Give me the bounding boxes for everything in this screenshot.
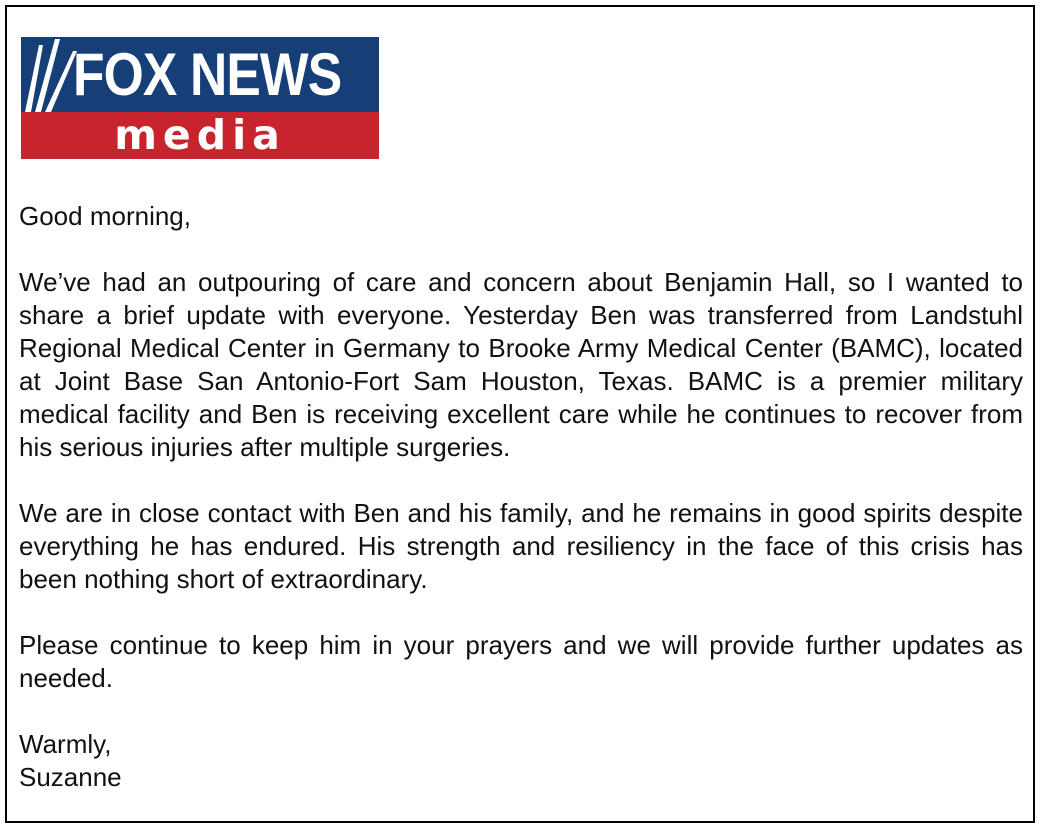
paragraph-contact: We are in close contact with Ben and his family, and he remains in good spirits despite everything he has endured. His strength and resiliency in the face of this crisis has been nothing short of extraordinary. <box>19 498 1023 594</box>
signature: Suzanne <box>19 762 122 792</box>
logo-top-band <box>21 37 379 112</box>
memo-frame <box>5 5 1035 823</box>
paragraph-update: We’ve had an outpouring of care and concern about Benjamin Hall, so I wanted to share a brief update with everyone. Yesterday Ben was transferred from Landstuhl Regional Medical Center in Germany to Brooke Army Medical Center (BAMC), located at Joint Base San Antonio-Fort Sam Houston, Texas. BAMC is a premier military medical facility and Ben is receiving excellent care while he continues to recover from his serious injuries after multiple surgeries. <box>19 267 1023 462</box>
logo-media-text: media <box>114 112 286 159</box>
logo-fox-news-text: FOX NEWS <box>73 41 342 108</box>
letter-body <box>19 200 1023 794</box>
paragraph-spacer <box>19 233 1023 266</box>
paragraph-prayers: Please continue to keep him in your prayers and we will provide further updates as needed. <box>19 630 1023 693</box>
paragraph-spacer <box>19 596 1023 629</box>
paragraph-spacer <box>19 464 1023 497</box>
closing: Warmly, <box>19 729 112 759</box>
fox-news-media-logo <box>21 37 379 159</box>
logo-bottom-band <box>21 112 379 159</box>
greeting: Good morning, <box>19 201 191 231</box>
paragraph-spacer <box>19 695 1023 728</box>
